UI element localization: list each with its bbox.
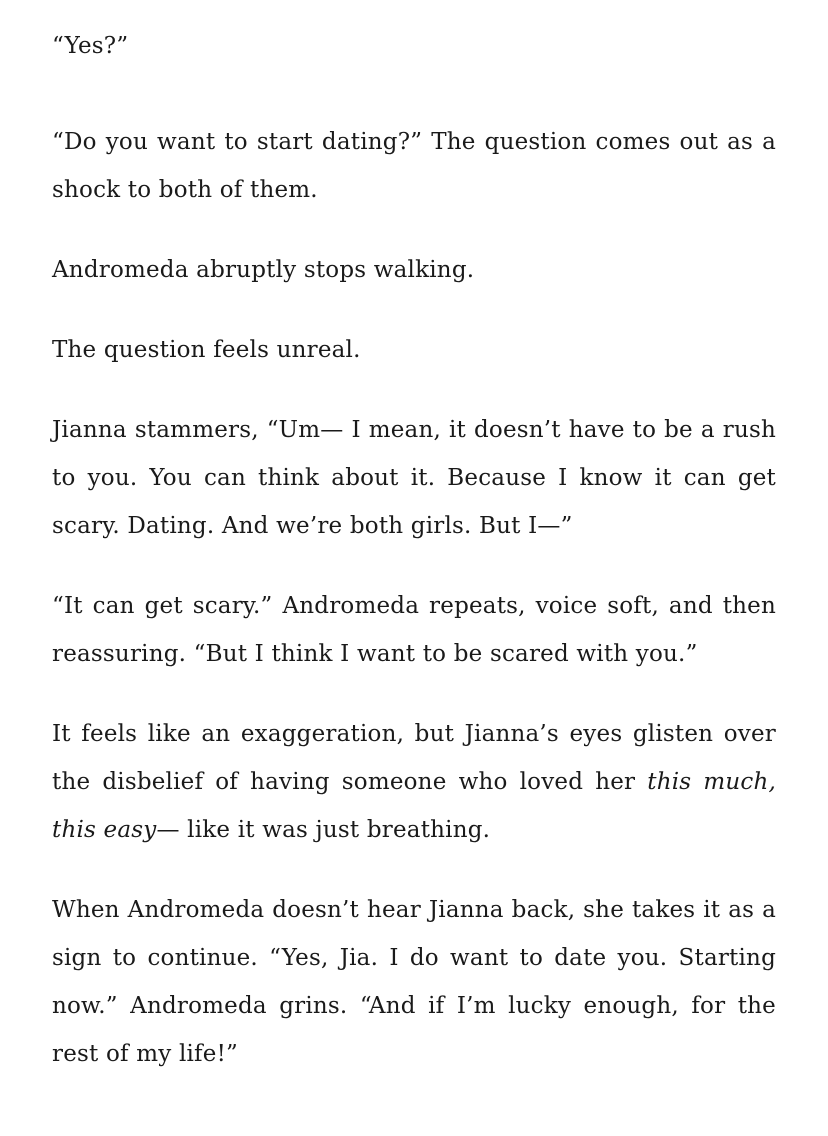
paragraph-get-scary: “It can get scary.” Andromeda repeats, voice soft, and then reassuring. “But I think I want to be scared with you.” xyxy=(52,593,776,667)
paragraph-yes: “Yes?” xyxy=(52,33,129,59)
paragraph-stops-walking: Andromeda abruptly stops walking. xyxy=(52,257,475,283)
paragraph-exaggeration-end: — like it was just breathing. xyxy=(156,817,491,843)
paragraph-exaggeration xyxy=(52,710,776,854)
paragraph-exaggeration-start: It feels like an exaggeration, but Jianna’s eyes glisten over the disbelief of having someone who loved her xyxy=(52,721,776,795)
paragraph-date-you: When Andromeda doesn’t hear Jianna back, she takes it as a sign to continue. “Yes, Jia. I do want to date you. Starting now.” Andromeda grins. “And if I’m lucky enough, for the rest of my life!” xyxy=(52,897,776,1067)
paragraph-dating-question: “Do you want to start dating?” The question comes out as a shock to both of them. xyxy=(52,129,776,203)
paragraph-feels-unreal: The question feels unreal. xyxy=(52,337,361,363)
emphasis-this-much: this much, this easy xyxy=(52,769,776,843)
paragraph-jianna-stammers: Jianna stammers, “Um— I mean, it doesn’t have to be a rush to you. You can think about it. Because I know it can get scary. Dating. And we’re both girls. But I—” xyxy=(52,417,776,539)
